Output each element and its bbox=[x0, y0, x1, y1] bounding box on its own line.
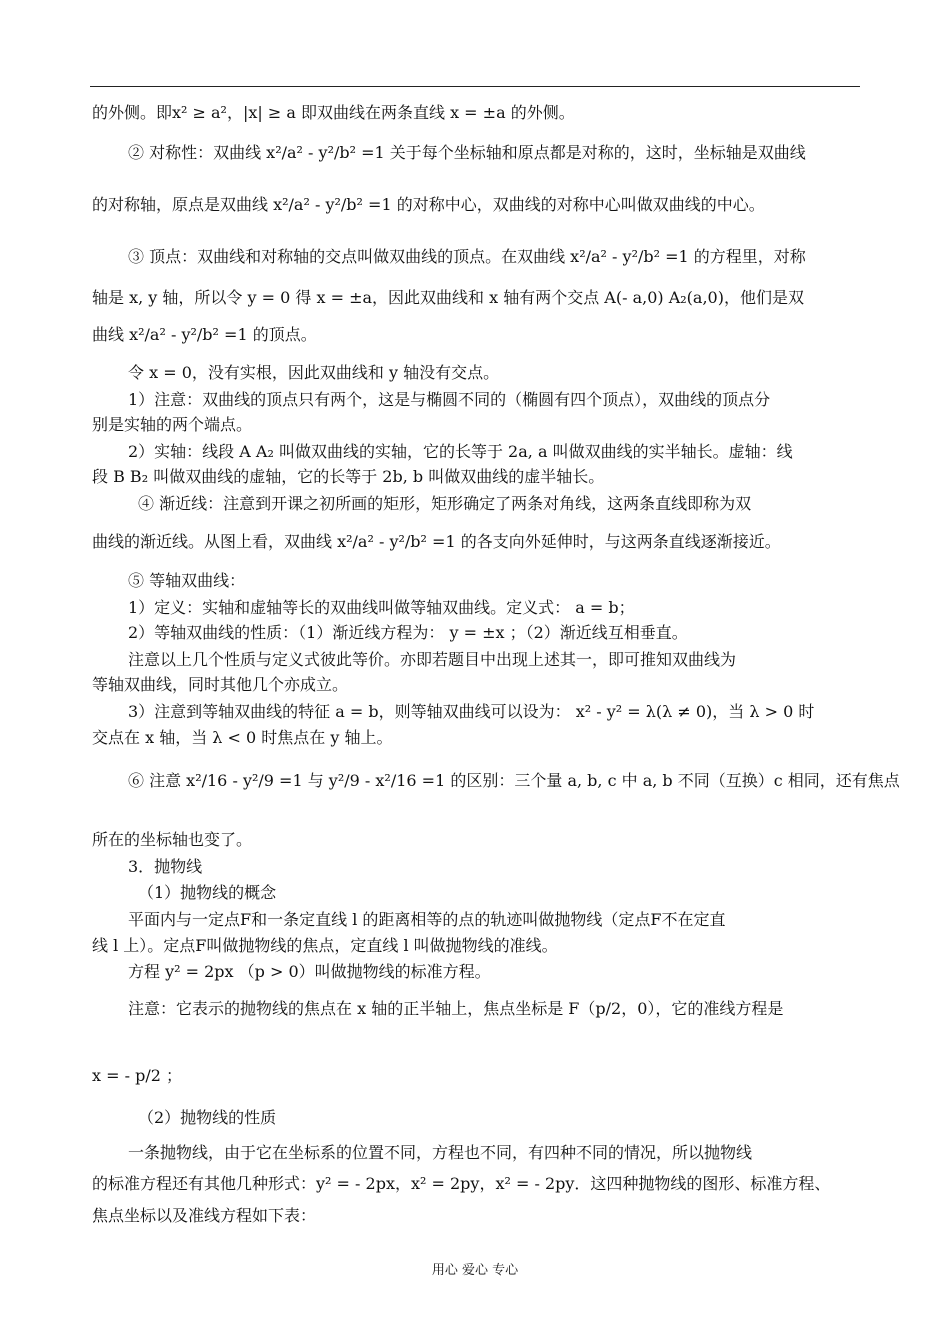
header-rule bbox=[90, 86, 860, 87]
subsection-heading-concept: （1）抛物线的概念 bbox=[138, 883, 277, 902]
text-line-12: ④ 渐近线：注意到开课之初所画的矩形，矩形确定了两条对角线，这两条直线即称为双 bbox=[138, 494, 752, 513]
text-line-31: 一条抛物线，由于它在坐标系的位置不同，方程也不同，有四种不同的情况，所以抛物线 bbox=[128, 1143, 753, 1162]
text-line-32: 的标准方程还有其他几种形式：y² = - 2px，x² = 2py，x² = - 2py．这四种抛物线的图形、标准方程、 bbox=[92, 1174, 831, 1193]
text-line-17: 注意以上几个性质与定义式彼此等价。亦即若题目中出现上述其一，即可推知双曲线为 bbox=[128, 650, 737, 669]
text-line-26: 线 l 上）。定点F叫做抛物线的焦点，定直线 l 叫做抛物线的准线。 bbox=[92, 936, 558, 955]
text-line-1: 的外侧。即x² ≥ a²，|x| ≥ a 即双曲线在两条直线 x = ±a 的外侧。 bbox=[92, 103, 575, 122]
text-line-29: x = - p/2 ； bbox=[92, 1066, 182, 1085]
text-line-3: 的对称轴，原点是双曲线 x²/a² - y²/b² =1 的对称中心，双曲线的对称中心叫做双曲线的中心。 bbox=[92, 195, 765, 214]
text-line-14: ⑤ 等轴双曲线： bbox=[128, 571, 246, 590]
text-line-2: ② 对称性：双曲线 x²/a² - y²/b² =1 关于每个坐标轴和原点都是对称的，这时，坐标轴是双曲线 bbox=[128, 143, 806, 162]
text-line-20: 交点在 x 轴，当 λ < 0 时焦点在 y 轴上。 bbox=[92, 728, 393, 747]
text-line-28: 注意：它表示的抛物线的焦点在 x 轴的正半轴上，焦点坐标是 F（p/2，0），它的准线方程是 bbox=[128, 999, 784, 1018]
page-footer: 用心 爱心 专心 bbox=[431, 1263, 519, 1278]
subsection-heading-properties: （2）抛物线的性质 bbox=[138, 1108, 277, 1127]
text-line-18: 等轴双曲线，同时其他几个亦成立。 bbox=[92, 675, 349, 694]
text-line-8: 1）注意：双曲线的顶点只有两个，这是与椭圆不同的（椭圆有四个顶点），双曲线的顶点分 bbox=[128, 390, 771, 409]
text-line-27: 方程 y² = 2px （p > 0）叫做抛物线的标准方程。 bbox=[128, 962, 491, 981]
text-line-10: 2）实轴：线段 A A₂ 叫做双曲线的实轴，它的长等于 2a, a 叫做双曲线的实半轴长。虚轴：线 bbox=[128, 442, 793, 461]
text-line-33: 焦点坐标以及准线方程如下表： bbox=[92, 1206, 317, 1225]
text-line-15: 1）定义：实轴和虚轴等长的双曲线叫做等轴双曲线。定义式： a = b； bbox=[128, 598, 635, 617]
text-line-16: 2）等轴双曲线的性质：（1）渐近线方程为： y = ±x ；（2）渐近线互相垂直。 bbox=[128, 623, 688, 642]
text-line-7: 令 x = 0，没有实根，因此双曲线和 y 轴没有交点。 bbox=[128, 363, 500, 382]
text-line-11: 段 B B₂ 叫做双曲线的虚轴，它的长等于 2b, b 叫做双曲线的虚半轴长。 bbox=[92, 467, 605, 486]
text-line-5: 轴是 x, y 轴，所以令 y = 0 得 x = ±a，因此双曲线和 x 轴有两个交点 A(- a,0) A₂(a,0)，他们是双 bbox=[92, 288, 804, 307]
text-line-21: ⑥ 注意 x²/16 - y²/9 =1 与 y²/9 - x²/16 =1 的区别：三个量 a, b, c 中 a, b 不同（互换）c 相同，还有焦点 bbox=[128, 771, 900, 790]
text-line-13: 曲线的渐近线。从图上看，双曲线 x²/a² - y²/b² =1 的各支向外延伸时，与这两条直线逐渐接近。 bbox=[92, 532, 781, 551]
text-line-22: 所在的坐标轴也变了。 bbox=[92, 830, 253, 849]
text-line-25: 平面内与一定点F和一条定直线 l 的距离相等的点的轨迹叫做抛物线（定点F不在定直 bbox=[128, 910, 726, 929]
text-line-4: ③ 顶点：双曲线和对称轴的交点叫做双曲线的顶点。在双曲线 x²/a² - y²/b² =1 的方程里，对称 bbox=[128, 247, 806, 266]
section-heading-parabola: 3．抛物线 bbox=[128, 857, 203, 876]
text-line-9: 别是实轴的两个端点。 bbox=[92, 415, 253, 434]
text-line-19: 3）注意到等轴双曲线的特征 a = b，则等轴双曲线可以设为： x² - y² = λ(λ ≠ 0)，当 λ > 0 时 bbox=[128, 702, 815, 721]
text-line-6: 曲线 x²/a² - y²/b² =1 的顶点。 bbox=[92, 325, 317, 344]
